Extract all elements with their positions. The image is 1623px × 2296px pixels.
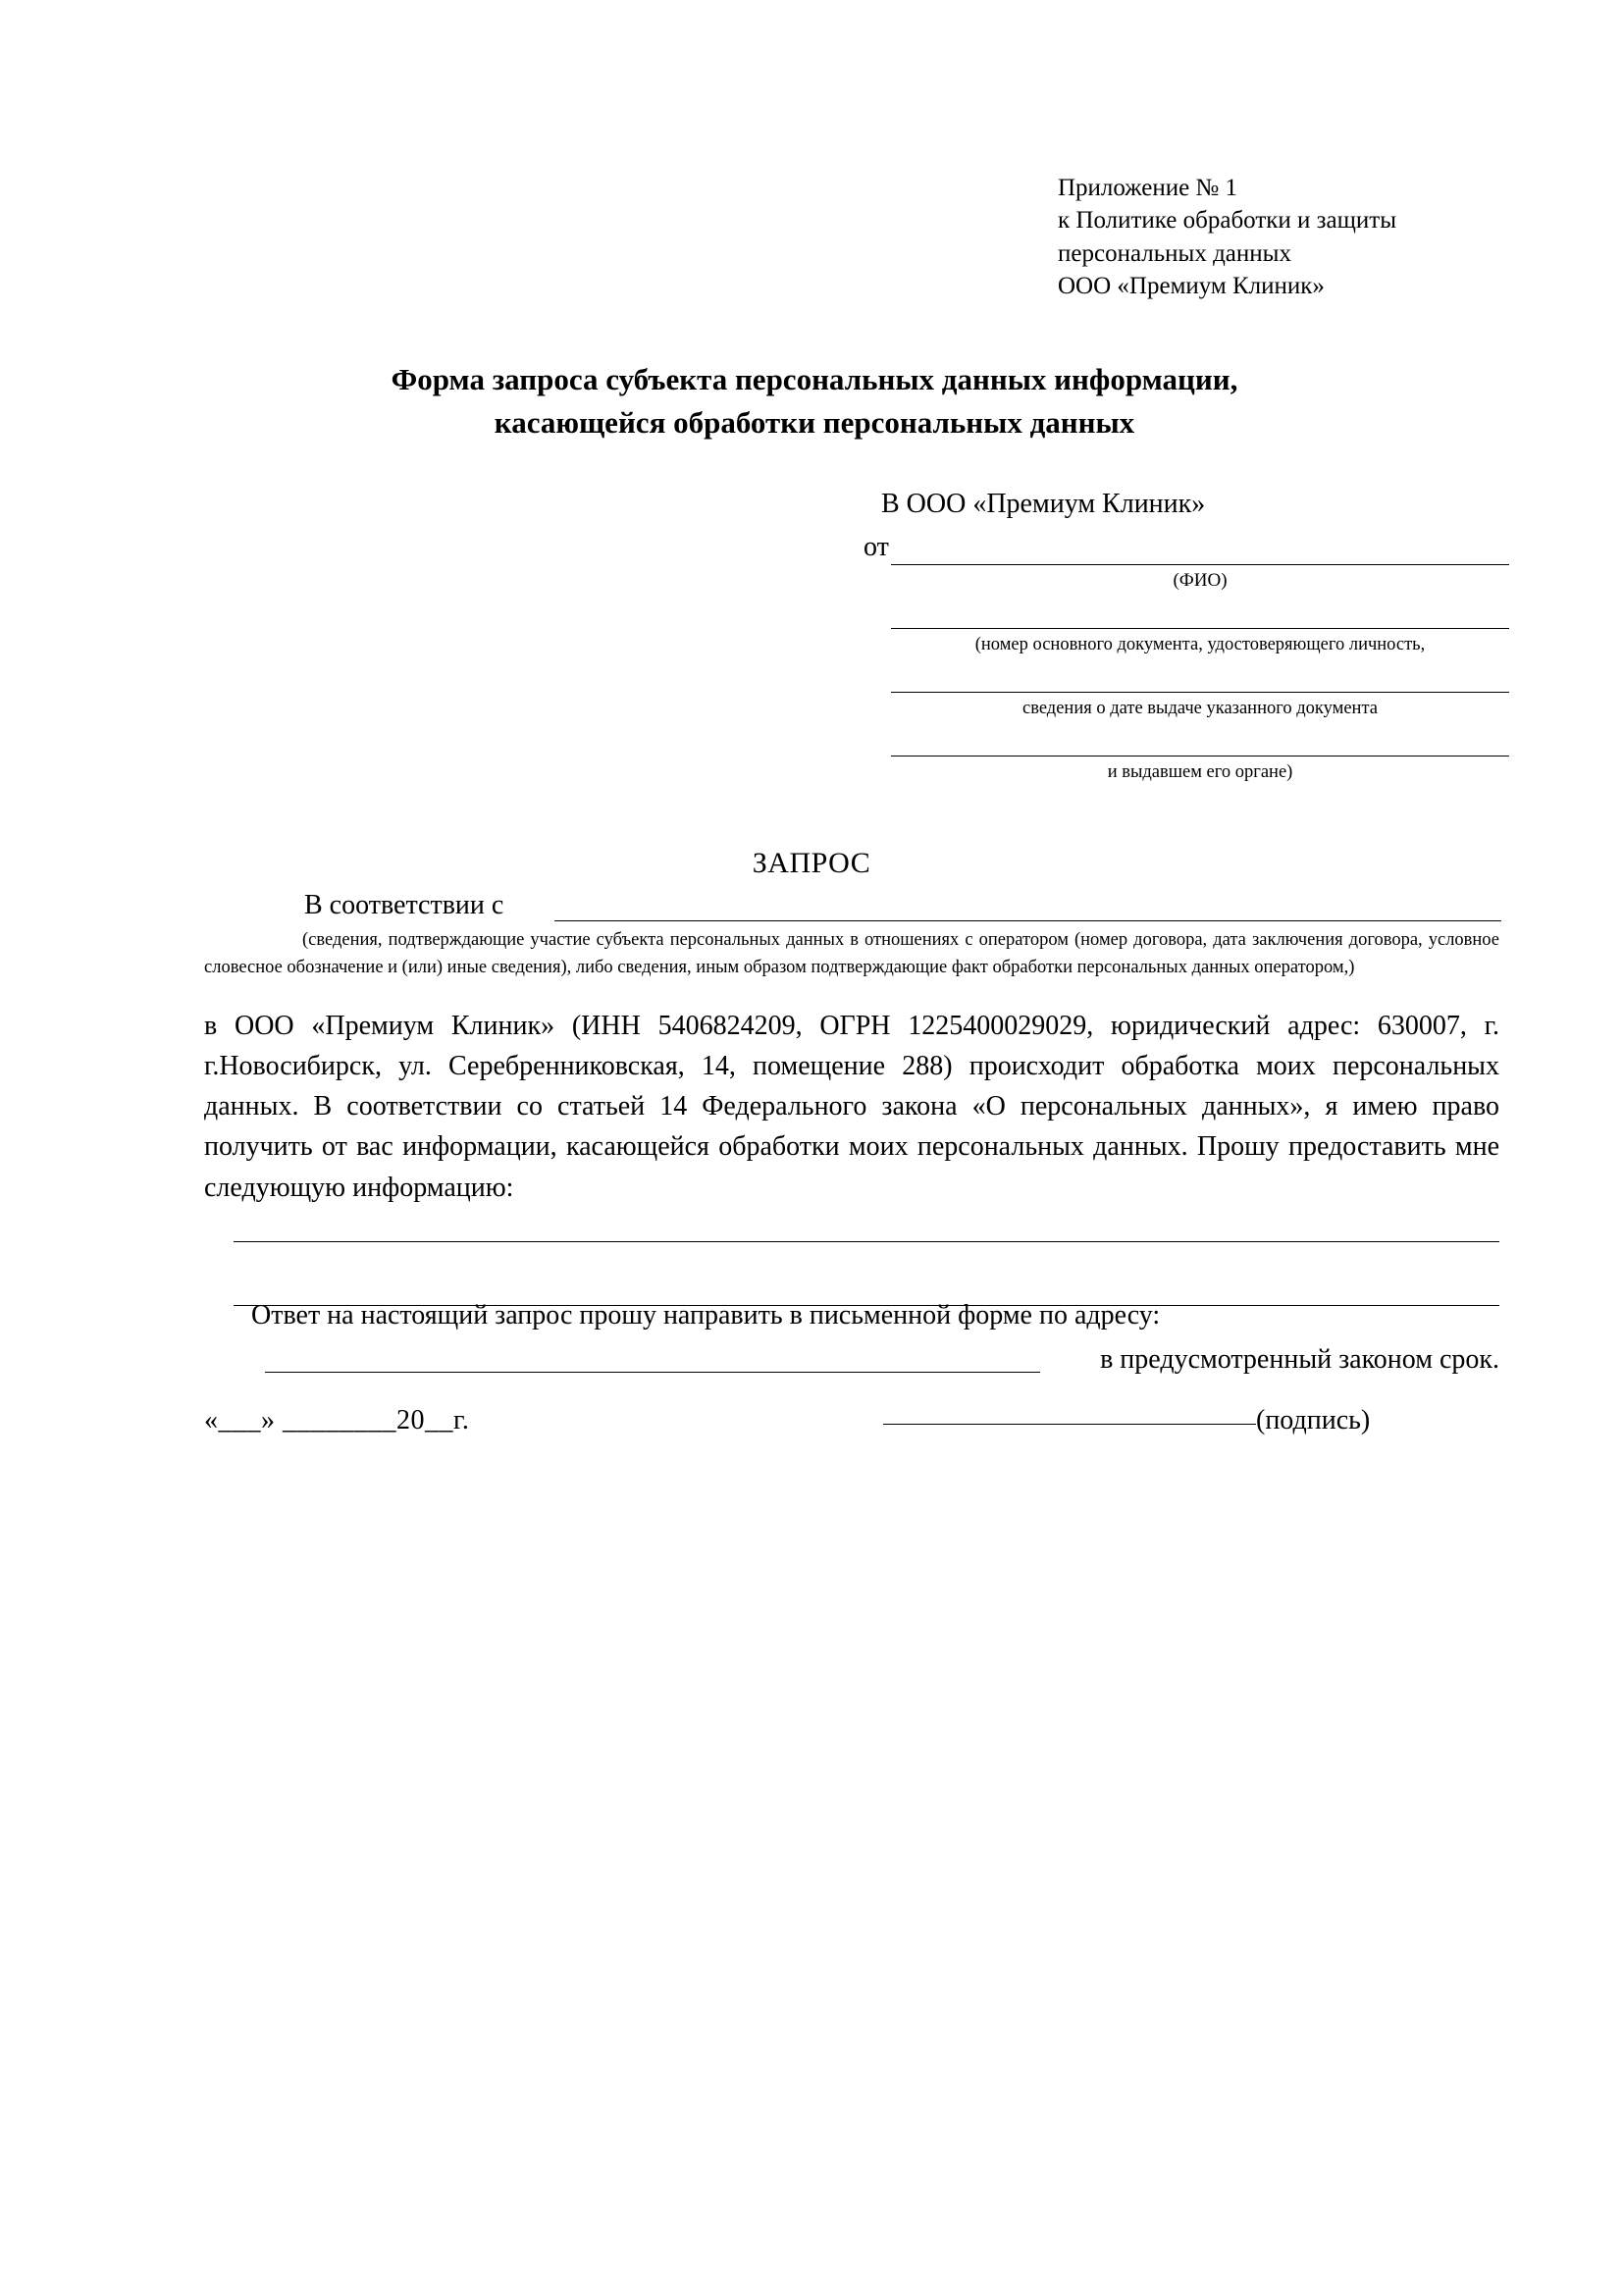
document-caption-1: (номер основного документа, удостоверяющего личность, xyxy=(974,635,1426,654)
appendix-header xyxy=(1058,172,1529,302)
document-field-line-3[interactable] xyxy=(891,756,1509,757)
in-accordance-field-line[interactable] xyxy=(554,920,1501,921)
answer-request-line xyxy=(204,1295,1499,1335)
basis-note-text: (сведения, подтверждающие участие субъекта персональных данных в отношениях с оператором (номер договора, дата заключения договора, условное словесное обозначение и (или) иные сведения), либо сведения, иным образом подтверждающие факт обработки персональных данных оператором,) xyxy=(204,930,1499,977)
signature-field[interactable] xyxy=(883,1405,1370,1436)
document-field-line-2[interactable] xyxy=(891,692,1509,693)
in-accordance-label: В соответствии с xyxy=(304,890,504,920)
date-field[interactable]: «___» ________20__г. xyxy=(204,1405,470,1435)
appendix-line-3: персональных данных xyxy=(1058,239,1291,267)
title-line-1: Форма запроса субъекта персональных данных информации, xyxy=(391,362,1238,396)
addressee-block xyxy=(864,489,1511,563)
main-paragraph-text: в ООО «Премиум Клиник» (ИНН 5406824209, ОГРН 1225400029029, юридический адрес: 630007, г. г.Новосибирск, ул. Серебренниковская, 14, помещение 288) происходит обработка моих персональных данных. В соответствии со статьей 14 Федерального закона «О персональных данных», я имею право получить от вас информации, касающейся обработки моих персональных данных. Прошу предоставить мне следующую информацию: xyxy=(204,1011,1499,1203)
addressee-organization: В ООО «Премиум Клиник» xyxy=(881,489,1206,519)
title-line-2: касающейся обработки персональных данных xyxy=(494,405,1135,441)
document-caption-2: сведения о дате выдаче указанного документа xyxy=(1022,699,1378,718)
answer-tail-text: в предусмотренный законом срок. xyxy=(1100,1344,1499,1375)
fio-field-line[interactable] xyxy=(891,564,1509,565)
address-field-line[interactable] xyxy=(265,1372,1040,1373)
document-field-line-1[interactable] xyxy=(891,628,1509,629)
basis-note xyxy=(204,927,1499,982)
info-field-line-1[interactable] xyxy=(234,1241,1499,1242)
from-label: от xyxy=(864,532,889,562)
request-heading: ЗАПРОС xyxy=(752,847,871,879)
appendix-line-4: ООО «Премиум Клиник» xyxy=(1058,272,1325,299)
appendix-line-1: Приложение № 1 xyxy=(1058,175,1238,201)
signature-label: (подпись) xyxy=(1256,1405,1371,1435)
signature-rule[interactable] xyxy=(883,1423,1256,1425)
answer-request-text: Ответ на настоящий запрос прошу направить в письменной форме по адресу: xyxy=(251,1300,1161,1331)
appendix-line-2: к Политике обработки и защиты xyxy=(1058,207,1397,235)
main-paragraph xyxy=(204,1006,1499,1208)
from-row xyxy=(864,532,1511,563)
page-title xyxy=(236,358,1393,444)
fio-caption: (ФИО) xyxy=(1173,570,1228,591)
document-caption-3: и выдавшем его органе) xyxy=(1107,762,1293,782)
